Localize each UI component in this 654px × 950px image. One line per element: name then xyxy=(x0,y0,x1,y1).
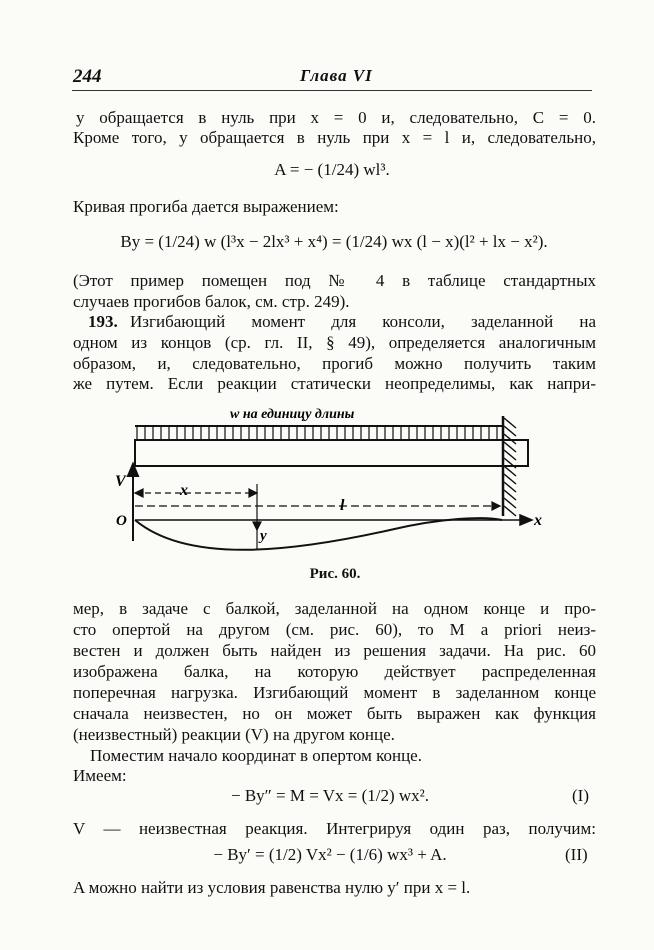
text-line: же путем. Если реакции статически неопределимы, как напри- xyxy=(73,374,596,393)
wall-hatch xyxy=(504,490,516,500)
equation-number-I: (I) xyxy=(572,786,589,805)
header-rule xyxy=(72,90,592,91)
dimension-x xyxy=(135,484,257,550)
deflection-curve xyxy=(135,518,502,550)
label-y: y xyxy=(260,528,267,544)
text-line: V — неизвестная реакция. Интегрируя один раз, получим: xyxy=(73,819,596,838)
equation-II: − By′ = (1/2) Vx² − (1/6) wx³ + A. xyxy=(213,845,447,864)
text-line: одном из концов (ср. гл. II, § 49), определяется аналогичным xyxy=(73,333,596,352)
load-label: w на единицу длины xyxy=(230,407,355,422)
label-l: l xyxy=(340,497,345,514)
text-line: вестен и должен быть найден из решения задачи. На рис. 60 xyxy=(73,641,596,660)
equation-A: A = − (1/24) wl³. xyxy=(274,160,390,179)
label-x-axis: x xyxy=(534,512,542,529)
text-line: поперечная нагрузка. Изгибающий момент в заделанном конце xyxy=(73,683,596,702)
distributed-load xyxy=(135,426,502,440)
x-axis xyxy=(135,515,532,525)
text-line: образом, и, следовательно, прогиб можно получить таким xyxy=(73,354,596,373)
wall-hatch xyxy=(504,418,516,428)
wall-hatch xyxy=(504,426,516,436)
dimension-l xyxy=(135,502,500,510)
text-line: (неизвестный) реакции (V) на другом конце. xyxy=(73,725,395,744)
figure-caption: Рис. 60. xyxy=(309,566,361,582)
chapter-title: Глава VI xyxy=(300,66,373,85)
text-line: сначала неизвестен, но он может быть выражен как функция xyxy=(73,704,596,723)
equation-number-II: (II) xyxy=(565,845,588,864)
label-O: O xyxy=(116,513,127,529)
text-line: случаев прогибов балок, см. стр. 249). xyxy=(73,292,350,311)
wall-hatch xyxy=(504,474,516,484)
wall-hatch xyxy=(504,506,516,516)
text-line: y обращается в нуль при x = 0 и, следовательно, C = 0. xyxy=(76,108,596,127)
wall-hatch xyxy=(504,442,516,452)
equation-By: By = (1/24) w (l³x − 2lx³ + x⁴) = (1/24) wx (l − x)(l² + lx − x²). xyxy=(120,232,548,251)
wall-hatch xyxy=(504,498,516,508)
text-line: A можно найти из условия равенства нулю y′ при x = l. xyxy=(73,878,471,897)
wall-hatch xyxy=(504,482,516,492)
label-V: V xyxy=(115,473,126,490)
page-number: 244 xyxy=(73,66,102,87)
wall-hatch xyxy=(504,450,516,460)
beam xyxy=(135,440,528,466)
text-line: Кривая прогиба дается выражением: xyxy=(73,197,339,216)
text-line: Кроме того, y обращается в нуль при x = l и, следовательно, xyxy=(73,128,596,147)
text-line: сто опертой на другом (см. рис. 60), то M a priori неиз- xyxy=(73,620,596,639)
equation-I: − By″ = M = Vx = (1/2) wx². xyxy=(230,786,430,805)
section-number: 193. xyxy=(88,312,118,331)
text-line: Поместим начало координат в опертом конце. xyxy=(90,746,422,765)
label-x: x xyxy=(180,482,188,499)
reaction-arrow xyxy=(128,464,138,541)
text-line: изображена балка, на которую действует распределенная xyxy=(73,662,596,681)
text-line: (Этот пример помещен под № 4 в таблице стандартных xyxy=(73,271,596,290)
wall-hatch xyxy=(504,466,516,476)
text-line: Имеем: xyxy=(73,766,127,785)
text-line: Изгибающий момент для консоли, заделанной на xyxy=(130,312,596,331)
figure-60 xyxy=(100,398,570,563)
text-line: мер, в задаче с балкой, заделанной на одном конце и про- xyxy=(73,599,596,618)
